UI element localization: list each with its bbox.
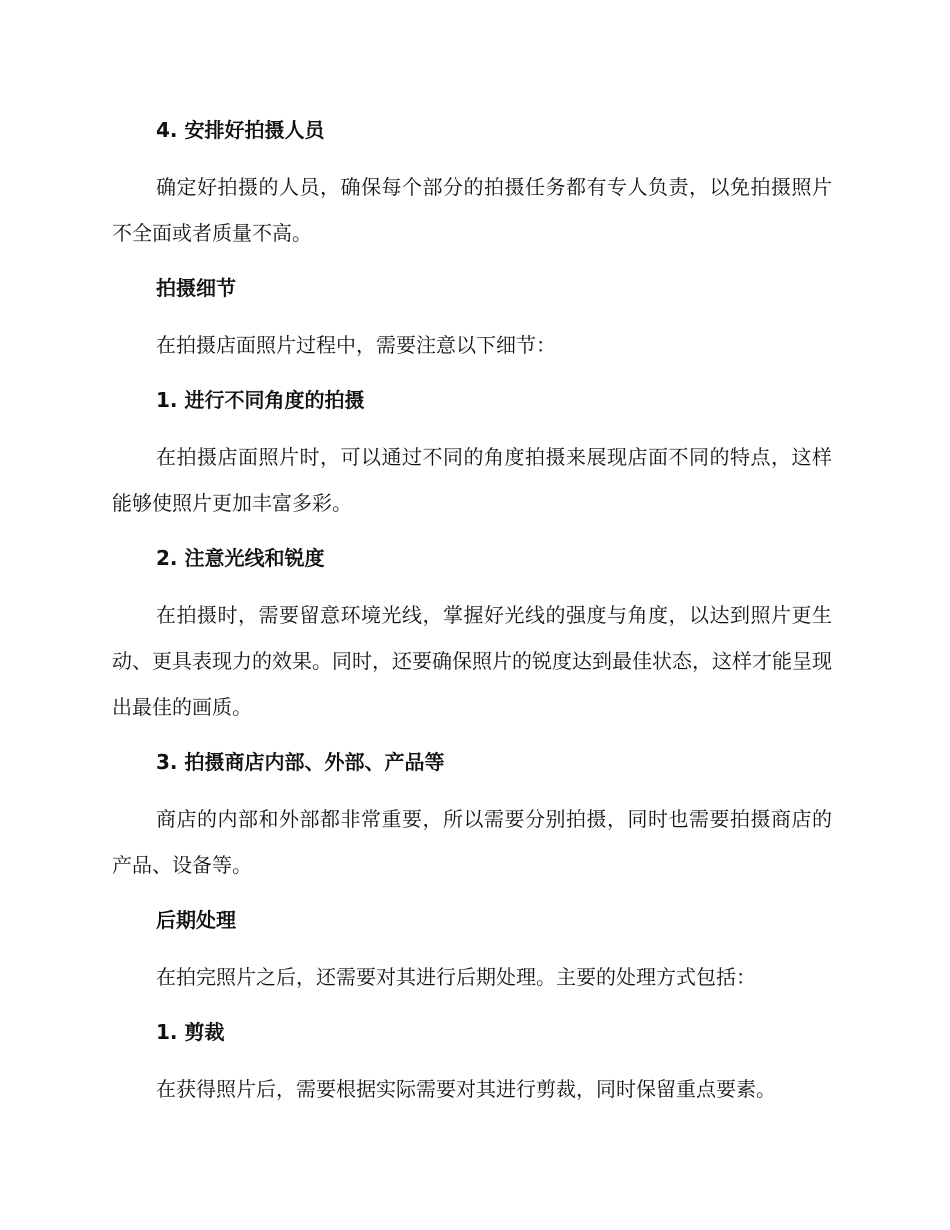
paragraph: 确定好拍摄的人员，确保每个部分的拍摄任务都有专人负责，以免拍摄照片不全面或者质量不高。	[112, 175, 832, 245]
section-heading: 2. 注意光线和锐度	[156, 546, 325, 570]
document-page	[112, 110, 832, 1124]
paragraph: 在拍摄店面照片时，可以通过不同的角度拍摄来展现店面不同的特点，这样能够使照片更加丰富多彩。	[112, 445, 832, 515]
section-heading: 拍摄细节	[156, 276, 236, 300]
paragraph: 在拍完照片之后，还需要对其进行后期处理。主要的处理方式包括：	[156, 965, 756, 989]
paragraph: 在获得照片后，需要根据实际需要对其进行剪裁，同时保留重点要素。	[156, 1077, 776, 1101]
section-heading: 1. 剪裁	[156, 1020, 225, 1044]
section-heading: 3. 拍摄商店内部、外部、产品等	[156, 750, 445, 774]
section-heading: 后期处理	[156, 908, 236, 932]
paragraph: 在拍摄时，需要留意环境光线，掌握好光线的强度与角度，以达到照片更生动、更具表现力的效果。同时，还要确保照片的锐度达到最佳状态，这样才能呈现出最佳的画质。	[112, 603, 832, 719]
section-heading: 1. 进行不同角度的拍摄	[156, 388, 365, 412]
paragraph: 商店的内部和外部都非常重要，所以需要分别拍摄，同时也需要拍摄商店的产品、设备等。	[112, 807, 832, 877]
paragraph: 在拍摄店面照片过程中，需要注意以下细节：	[156, 333, 556, 357]
section-heading: 4. 安排好拍摄人员	[156, 118, 325, 142]
